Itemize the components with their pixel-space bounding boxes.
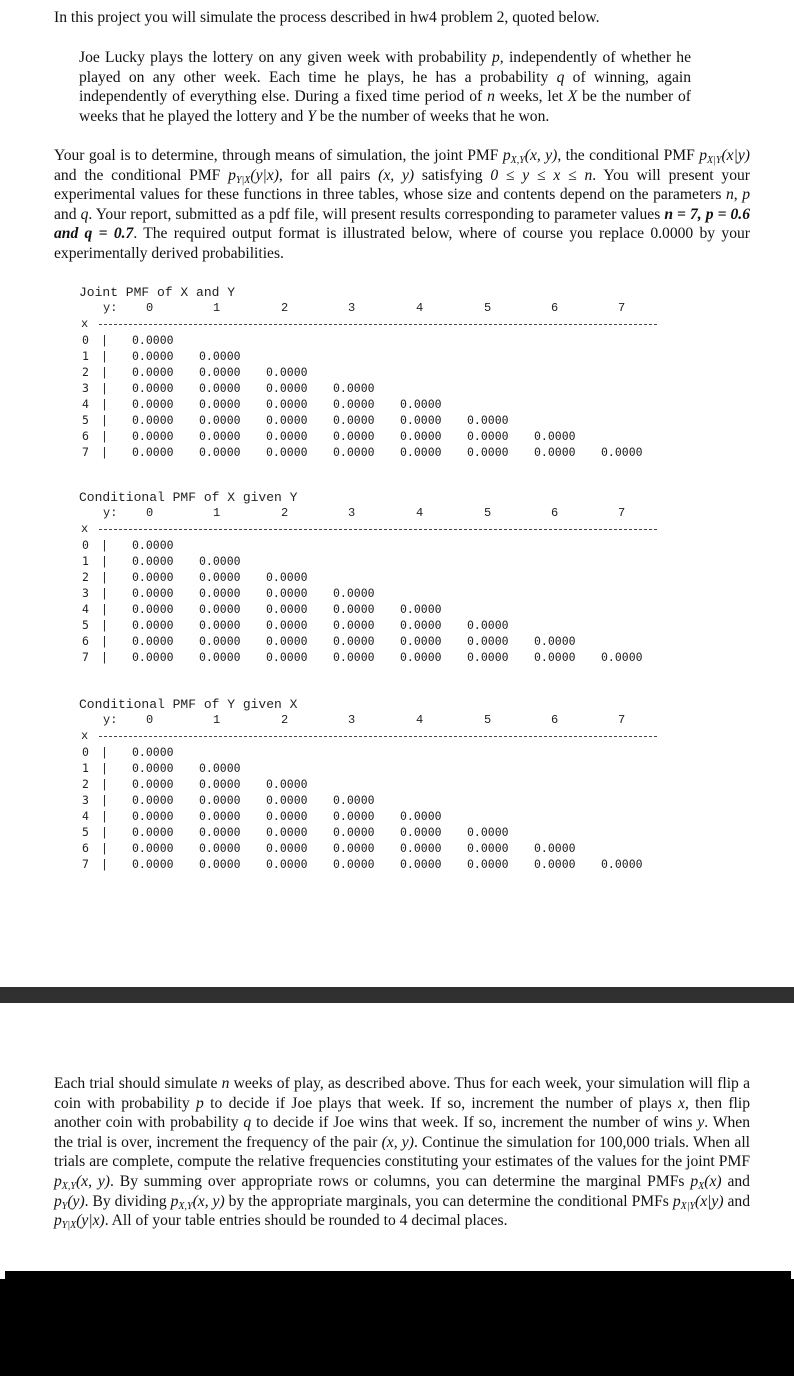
table-cell: 0.0000: [199, 586, 241, 600]
var-n: n: [221, 1075, 230, 1092]
table-cell: 0.0000: [266, 777, 308, 791]
table-cell: 0.0000: [266, 841, 308, 855]
text: , then flip another coin with probability: [54, 1094, 750, 1132]
text: ,: [733, 186, 743, 204]
table-cell: 0.0000: [132, 618, 174, 632]
table-cell: 0.0000: [333, 429, 375, 443]
table-cell: 0.0000: [199, 570, 241, 584]
cond-pmf-y-given-x-symbol: $p_{Y|X}(y|x)$: [228, 166, 279, 186]
row-x-label: 3: [82, 793, 89, 807]
text: . By dividing: [84, 1192, 171, 1210]
table-cell: 0.0000: [534, 650, 576, 664]
var-Y: Y: [307, 107, 316, 125]
table-cell: 0.0000: [132, 602, 174, 616]
var-p: p: [742, 186, 750, 204]
var-x: x: [678, 1094, 685, 1112]
text: of winning, again independently of everything else. During a fixed time period of: [79, 68, 692, 106]
table-cell: 0.0000: [400, 650, 442, 664]
column-header: 6: [551, 713, 559, 727]
table-row: [79, 649, 679, 665]
table-cell: 0.0000: [132, 857, 174, 871]
table-cell: 0.0000: [132, 333, 174, 347]
table-row: [79, 744, 679, 760]
text: . Continue the simulation for 100,000 trials. When all trials are complete, compute the relative frequencies constituting your estimates of the values for the joint PMF: [54, 1133, 751, 1171]
row-separator: |: [101, 429, 108, 443]
row-separator: |: [101, 365, 108, 379]
table-cell: 0.0000: [199, 761, 241, 775]
parameter-values: n = 7, p = 0.6 and q = 0.7: [54, 205, 750, 243]
row-x-label: 4: [82, 397, 89, 411]
column-header: 3: [348, 713, 356, 727]
y-axis-label: y:: [103, 713, 118, 727]
var-q: q: [243, 1114, 252, 1132]
table-cell: 0.0000: [534, 634, 576, 648]
row-separator: |: [101, 745, 108, 759]
cond-pmf-x-given-y-symbol: $p_{X|Y}(x|y)$: [699, 147, 750, 166]
table-row: [79, 840, 679, 856]
column-header: 1: [213, 713, 221, 727]
table-cell: 0.0000: [333, 809, 375, 823]
table-cell: 0.0000: [199, 381, 241, 395]
row-x-label: 0: [82, 538, 89, 552]
column-header: 7: [618, 506, 626, 520]
column-header: 0: [146, 506, 154, 520]
cond-pmf-y-given-x-table: [79, 697, 679, 887]
marginal-py-symbol: $p_Y(y)$: [54, 1192, 85, 1212]
table-cell: 0.0000: [467, 857, 509, 871]
var-n: n: [487, 88, 495, 106]
table-cell: 0.0000: [400, 413, 442, 427]
table-cell: 0.0000: [266, 397, 308, 411]
table-cell: 0.0000: [132, 397, 174, 411]
table-row: [79, 760, 679, 776]
text: . The required output format is illustrated below, where of course you replace: [133, 225, 651, 243]
column-header: 1: [213, 506, 221, 520]
table-cell: 0.0000: [601, 650, 643, 664]
row-x-label: 7: [82, 650, 89, 664]
row-x-label: 2: [82, 365, 89, 379]
table-cell: 0.0000: [400, 634, 442, 648]
text: . All of your table entries should be rounded to 4 decimal places.: [104, 1212, 508, 1230]
table-row: [79, 553, 679, 569]
table-cell: 0.0000: [266, 634, 308, 648]
text: Each trial should simulate: [54, 1075, 222, 1092]
row-separator: |: [101, 650, 108, 664]
trial-paragraph: [54, 1074, 750, 1231]
text: to decide if Joe wins that week. If so, increment the number of wins: [251, 1114, 698, 1132]
text: . Your report, submitted as a pdf file, will present results corresponding to parameter values: [88, 205, 665, 223]
table-cell: 0.0000: [132, 825, 174, 839]
column-header: 0: [146, 301, 154, 315]
row-separator: |: [101, 761, 108, 775]
table-cell: 0.0000: [333, 602, 375, 616]
var-q: q: [556, 68, 565, 86]
table-cell: 0.0000: [266, 445, 308, 459]
text: . You will present your experimental values for these functions in three tables, whose size and contents depend on the parameters: [54, 166, 750, 204]
column-header: 7: [618, 713, 626, 727]
text: by the appropriate marginals, you can determine the conditional PMFs: [224, 1192, 673, 1210]
cond-pmf-x-given-y-table: [79, 490, 679, 680]
row-separator: |: [101, 777, 108, 791]
row-x-label: 6: [82, 429, 89, 443]
header-divider: [79, 316, 679, 332]
table-cell: 0.0000: [132, 634, 174, 648]
table-cell: 0.0000: [333, 618, 375, 632]
text: . When the trial is over, increment the frequency of the pair: [54, 1114, 750, 1151]
table-row: [79, 601, 679, 617]
text: be the number of weeks that he played the lottery and: [79, 88, 691, 125]
row-separator: |: [101, 634, 108, 648]
table-cell: 0.0000: [199, 602, 241, 616]
table-cell: 0.0000: [199, 777, 241, 791]
table-row: [79, 396, 679, 412]
row-x-label: 2: [82, 570, 89, 584]
table-row: [79, 808, 679, 824]
text: , the conditional PMF: [557, 147, 700, 164]
table-cell: 0.0000: [400, 602, 442, 616]
column-header: 3: [348, 506, 356, 520]
row-separator: |: [101, 445, 108, 459]
text: satisfying: [414, 166, 491, 184]
table-cell: 0.0000: [199, 429, 241, 443]
table-cell: 0.0000: [199, 554, 241, 568]
x-axis-label: x: [81, 317, 89, 331]
column-header: 5: [484, 713, 492, 727]
y-axis-label: y:: [103, 506, 118, 520]
table-cell: 0.0000: [132, 761, 174, 775]
row-separator: |: [101, 397, 108, 411]
text: to decide if Joe plays that week. If so, increment the number of plays: [203, 1094, 679, 1112]
row-x-label: 7: [82, 857, 89, 871]
table-cell: 0.0000: [467, 650, 509, 664]
text: , for all pairs: [278, 166, 379, 184]
table-cell: 0.0000: [333, 825, 375, 839]
row-separator: |: [101, 554, 108, 568]
intro-text: In this project you will simulate the process described in hw4 problem 2, quoted below.: [54, 9, 600, 26]
table-cell: 0.0000: [132, 429, 174, 443]
table-cell: 0.0000: [199, 365, 241, 379]
joint-pmf-symbol: $p_{X,Y}(x$, y): [170, 1192, 225, 1212]
column-header: 7: [618, 301, 626, 315]
text: by your experimentally derived probabilities.: [54, 225, 750, 262]
marginal-px-symbol: $p_X(x)$: [690, 1172, 722, 1192]
joint-pmf-symbol: $p_{X,Y}(x$, y): [502, 147, 558, 166]
table-cell: 0.0000: [400, 429, 442, 443]
table-cell: 0.0000: [132, 538, 174, 552]
table-row: [79, 332, 679, 348]
row-x-label: 3: [82, 586, 89, 600]
column-header: 4: [416, 301, 424, 315]
table-cell: 0.0000: [467, 445, 509, 459]
row-x-label: 2: [82, 777, 89, 791]
column-header: 2: [281, 506, 289, 520]
var-X: X: [567, 88, 578, 106]
x-axis-label: x: [81, 729, 89, 743]
table-row: [79, 585, 679, 601]
var-p: p: [491, 49, 500, 66]
table-cell: 0.0000: [132, 745, 174, 759]
table-header-row: [79, 505, 679, 521]
x-axis-label: x: [81, 522, 89, 536]
row-x-label: 1: [82, 554, 89, 568]
table-cell: 0.0000: [534, 841, 576, 855]
table-row: [79, 428, 679, 444]
table-header-row: [79, 712, 679, 728]
table-row: [79, 776, 679, 792]
table-cell: 0.0000: [400, 445, 442, 459]
table-cell: 0.0000: [199, 413, 241, 427]
row-separator: |: [101, 618, 108, 632]
text: , independently of whether he played on any other week. Each time he plays, he has a probability: [79, 49, 691, 86]
table-cell: 0.0000: [199, 857, 241, 871]
text: weeks, let: [494, 88, 568, 106]
table-cell: 0.0000: [601, 445, 643, 459]
table-cell: 0.0000: [132, 570, 174, 584]
row-separator: |: [101, 333, 108, 347]
table-cell: 0.0000: [467, 825, 509, 839]
text: Joe Lucky plays the lottery on any given week with probability: [79, 49, 492, 66]
row-separator: |: [101, 602, 108, 616]
table-cell: 0.0000: [467, 618, 509, 632]
table-cell: 0.0000: [333, 381, 375, 395]
table-cell: 0.0000: [400, 857, 442, 871]
column-header: 6: [551, 301, 559, 315]
table-title: Conditional PMF of X given Y: [79, 490, 298, 505]
table-cell: 0.0000: [467, 413, 509, 427]
goal-paragraph: [54, 146, 750, 264]
cond-pmf-y-given-x-symbol: $p_{Y|X}(y|x)$: [54, 1212, 105, 1232]
column-header: 5: [484, 301, 492, 315]
table-cell: 0.0000: [266, 602, 308, 616]
table-cell: 0.0000: [333, 793, 375, 807]
quoted-problem: [79, 48, 691, 126]
row-x-label: 0: [82, 745, 89, 759]
table-cell: 0.0000: [601, 857, 643, 871]
row-x-label: 3: [82, 381, 89, 395]
table-cell: 0.0000: [266, 413, 308, 427]
table-cell: 0.0000: [400, 841, 442, 855]
table-cell: 0.0000: [266, 793, 308, 807]
table-cell: 0.0000: [199, 825, 241, 839]
column-header: 4: [416, 713, 424, 727]
table-cell: 0.0000: [266, 857, 308, 871]
var-p: p: [195, 1094, 204, 1112]
header-divider: [79, 521, 679, 537]
row-x-label: 5: [82, 825, 89, 839]
column-header: 2: [281, 301, 289, 315]
separator-band: [0, 987, 794, 1003]
text: Your goal is to determine, through means of simulation, the joint PMF: [54, 147, 503, 164]
table-cell: 0.0000: [266, 586, 308, 600]
table-cell: 0.0000: [266, 650, 308, 664]
table-cell: 0.0000: [534, 857, 576, 871]
table-title: Joint PMF of X and Y: [79, 285, 236, 300]
table-cell: 0.0000: [534, 445, 576, 459]
table-row: [79, 444, 679, 460]
table-cell: 0.0000: [400, 809, 442, 823]
row-x-label: 7: [82, 445, 89, 459]
text: weeks of play, as described above. Thus for each week, your simulation will flip a coin with probability: [54, 1075, 750, 1112]
table-cell: 0.0000: [132, 650, 174, 664]
table-cell: 0.0000: [266, 429, 308, 443]
pair-xy: (x, y): [378, 166, 415, 184]
table-row: [79, 380, 679, 396]
table-cell: 0.0000: [266, 825, 308, 839]
table-row: [79, 824, 679, 840]
table-cell: 0.0000: [333, 397, 375, 411]
inequality: 0 ≤ y ≤ x ≤ n: [490, 166, 593, 184]
table-cell: 0.0000: [132, 777, 174, 791]
row-x-label: 0: [82, 333, 89, 347]
table-cell: 0.0000: [132, 586, 174, 600]
row-separator: |: [101, 825, 108, 839]
row-separator: |: [101, 349, 108, 363]
table-cell: 0.0000: [199, 793, 241, 807]
column-header: 1: [213, 301, 221, 315]
table-row: [79, 792, 679, 808]
row-separator: |: [101, 809, 108, 823]
text: and: [54, 205, 81, 223]
column-header: 4: [416, 506, 424, 520]
table-cell: 0.0000: [333, 586, 375, 600]
table-row: [79, 412, 679, 428]
joint-pmf-table: [79, 285, 679, 475]
table-cell: 0.0000: [266, 381, 308, 395]
table-cell: 0.0000: [400, 825, 442, 839]
table-cell: 0.0000: [333, 445, 375, 459]
y-axis-label: y:: [103, 301, 118, 315]
column-header: 0: [146, 713, 154, 727]
table-cell: 0.0000: [199, 618, 241, 632]
table-cell: 0.0000: [132, 365, 174, 379]
table-cell: 0.0000: [132, 841, 174, 855]
table-row: [79, 569, 679, 585]
text: and: [723, 1192, 751, 1210]
row-separator: |: [101, 857, 108, 871]
table-cell: 0.0000: [333, 841, 375, 855]
table-cell: 0.0000: [266, 365, 308, 379]
table-cell: 0.0000: [534, 429, 576, 443]
row-separator: |: [101, 413, 108, 427]
row-separator: |: [101, 538, 108, 552]
table-cell: 0.0000: [333, 650, 375, 664]
table-cell: 0.0000: [400, 618, 442, 632]
table-cell: 0.0000: [132, 413, 174, 427]
table-cell: 0.0000: [132, 554, 174, 568]
cond-pmf-x-given-y-symbol: $p_{X|Y}(x|y)$: [672, 1192, 724, 1212]
table-cell: 0.0000: [333, 857, 375, 871]
row-x-label: 6: [82, 634, 89, 648]
table-cell: 0.0000: [132, 809, 174, 823]
table-cell: 0.0000: [333, 413, 375, 427]
table-cell: 0.0000: [199, 634, 241, 648]
row-x-label: 4: [82, 602, 89, 616]
table-cell: 0.0000: [333, 634, 375, 648]
row-x-label: 1: [82, 761, 89, 775]
table-cell: 0.0000: [199, 397, 241, 411]
var-q: q: [80, 205, 89, 223]
table-row: [79, 633, 679, 649]
table-row: [79, 617, 679, 633]
table-cell: 0.0000: [199, 445, 241, 459]
table-cell: 0.0000: [400, 397, 442, 411]
table-cell: 0.0000: [199, 349, 241, 363]
column-header: 3: [348, 301, 356, 315]
table-row: [79, 537, 679, 553]
var-y: y: [697, 1114, 705, 1132]
column-header: 2: [281, 713, 289, 727]
table-cell: 0.0000: [199, 841, 241, 855]
table-cell: 0.0000: [132, 349, 174, 363]
table-cell: 0.0000: [266, 570, 308, 584]
table-cell: 0.0000: [467, 841, 509, 855]
table-cell: 0.0000: [467, 429, 509, 443]
joint-pmf-symbol: $p_{X,Y}(x$, y): [54, 1172, 110, 1192]
pair-xy: (x, y): [381, 1133, 414, 1151]
text: and: [721, 1172, 750, 1190]
table-cell: 0.0000: [467, 634, 509, 648]
table-cell: 0.0000: [132, 793, 174, 807]
row-separator: |: [101, 586, 108, 600]
table-cell: 0.0000: [132, 381, 174, 395]
text: be the number of weeks that he won.: [315, 107, 550, 125]
table-cell: 0.0000: [199, 809, 241, 823]
table-cell: 0.0000: [266, 618, 308, 632]
row-x-label: 1: [82, 349, 89, 363]
column-header: 6: [551, 506, 559, 520]
table-header-row: [79, 300, 679, 316]
table-row: [79, 348, 679, 364]
table-title: Conditional PMF of Y given X: [79, 697, 298, 712]
row-separator: |: [101, 570, 108, 584]
header-divider: [79, 728, 679, 744]
table-cell: 0.0000: [132, 445, 174, 459]
row-separator: |: [101, 841, 108, 855]
column-header: 5: [484, 506, 492, 520]
row-x-label: 4: [82, 809, 89, 823]
row-separator: |: [101, 381, 108, 395]
blackout-region: [0, 1279, 794, 1376]
table-row: [79, 856, 679, 872]
table-row: [79, 364, 679, 380]
row-separator: |: [101, 793, 108, 807]
table-cell: 0.0000: [266, 809, 308, 823]
row-x-label: 5: [82, 618, 89, 632]
row-x-label: 5: [82, 413, 89, 427]
placeholder-value: 0.0000: [650, 225, 694, 243]
row-x-label: 6: [82, 841, 89, 855]
text: and the conditional PMF: [54, 166, 229, 184]
var-n: n: [725, 186, 734, 204]
text: . By summing over appropriate rows or columns, you can determine the marginal PMFs: [110, 1172, 691, 1190]
table-cell: 0.0000: [199, 650, 241, 664]
